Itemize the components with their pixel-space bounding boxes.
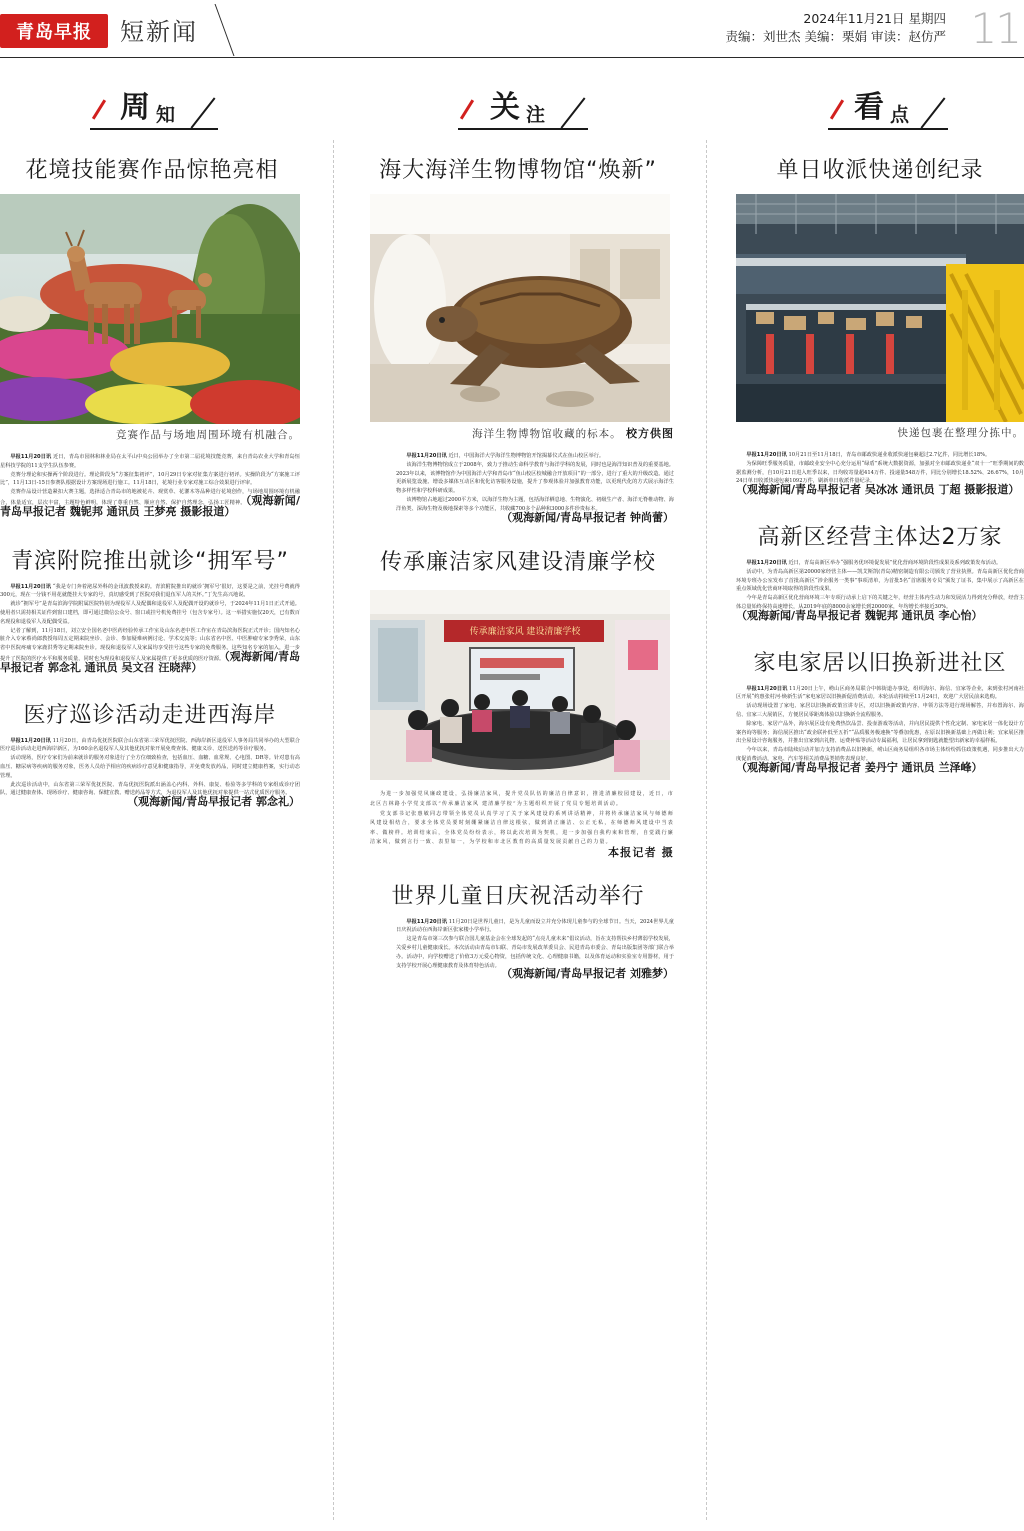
turtle-specimen-image	[370, 194, 670, 422]
column-badge	[736, 60, 1024, 140]
badge-underline	[828, 128, 948, 130]
byline: （观海新闻/青岛早报记者 魏铌邦 通讯员 王梦亮 摄影报道）	[0, 493, 300, 518]
article-photo	[0, 194, 300, 424]
editors-line: 责编：刘世杰 美编：栗娟 审读：赵仿严	[725, 29, 946, 44]
meeting-banner: 传承廉洁家风 建设清廉学校	[469, 627, 581, 638]
article-body	[736, 559, 1024, 623]
paragraph: 今年以来，青岛市陆续启动并加力支持消费品以旧换新，崂山区商务局组织各市场主体纷纷抓住政策机遇，同步推出大力度促消费活动，家电、汽车等相关消费品类销售表现良好。	[736, 747, 1024, 762]
article-title: 传承廉洁家风建设清廉学校	[379, 550, 656, 576]
article-body	[0, 583, 300, 675]
dateline: 早报11月20日讯	[10, 737, 51, 744]
article-clean-school	[362, 548, 674, 857]
article-body	[736, 685, 1024, 775]
paragraph: 活动现场设置了家电、家居以旧换新政策宣讲专区，对以旧换新政策内容、申领方法等进行现场解答，并布置海尔、海信、宜家三大展销区，方便居民零距离体验以旧换新全流程服务。	[736, 703, 1024, 718]
article-title: 花境技能赛作品惊艳亮相	[25, 158, 279, 183]
article-title: 世界儿童日庆祝活动举行	[391, 883, 645, 909]
badge-small-char: 知	[156, 104, 176, 126]
badge-accent	[830, 99, 844, 119]
paragraph: 就诊“拥军号”是青岛滨海学院附属医院特别为现役军人及配偶和退役军人及配偶开设的就诊号，于2024年11月1日正式开通。使用者只需持相关证件到窗口建档，即可通过微信公众号、窗口或挂号机免费挂号（包含专家号）。这一举措实施仅20天，已有数百名现役和退役军人及配偶受益。	[0, 601, 300, 625]
paragraph: 11月20日是世界儿童日，是为儿童而设立并充分体现儿童参与的全球节日。当天，2024世界儿童日庆祝活动在西海岸新区张家楼小学举行。	[396, 918, 674, 934]
paragraph: 为保障旺季服务质量，市邮政业安全中心充分运用“绿盾”系统大数据资源，加强对全市邮政快递业“双十一”旺季期间的数据监测分析，自10月21日进入旺季以来，日均收寄量超414万件、投递量548万件，同比分别增长18.52%、26.67%，10月24日单日收派快递包裹1092万件，刷新单日收派件量纪录。	[736, 460, 1024, 485]
paragraph: 10月21日至11月18日，青岛市邮政快递业收派快递包裹超过2.7亿件，同比增长18%。	[788, 452, 991, 458]
article-title: 家电家居以旧换新进社区	[753, 650, 1007, 676]
column-badge	[362, 60, 674, 140]
byline: （观海新闻/青岛早报记者 刘雅梦）	[501, 967, 674, 981]
parcel-sorting-image	[736, 194, 1024, 422]
paragraph: 竞赛作品设计营造紧扣大赛主题，选择适合青岛市的地被花卉、观赏草、花灌木等品种进行花境创作，与场地周围环境有机融合，体量适宜，层次丰富，主题特色鲜明，体现了尊重自然、顺应自然、保护自然理念，弘扬工匠精神。	[0, 489, 300, 506]
badge-accent	[460, 99, 474, 119]
masthead-info	[726, 10, 946, 46]
badge-underline	[458, 128, 588, 130]
article-appliance	[736, 649, 1024, 775]
paragraph: 该博物馆占地超过2000平方米，以海洋生物为主题，包括海洋栖息地、生物演化、初级生产者、海洋无脊椎动物、海洋鱼类、深海生物及极地探索等多个功能区，共收藏700多个品种和3000多件珍贵标本。	[396, 496, 674, 512]
badge-big-char: 关	[490, 90, 520, 125]
paragraph: 11月20日上午，崂山区商务局联合中韩街道办事处，组织海尔、海信、宜家等企业，来到张村河南社区开展“约惠张村河·焕新生活”家电家居以旧换新促消费活动。本轮活动持续至11月24日，欢迎广大居民前来选购。	[736, 685, 1024, 701]
article-title: 高新区经营主体达2万家	[757, 524, 1003, 550]
section-name: 短新闻	[120, 18, 198, 46]
badge-big-char: 看	[854, 90, 884, 125]
column-right	[736, 60, 1024, 1531]
dateline: 早报11月20日讯	[406, 453, 447, 459]
byline: （观海新闻/青岛早报记者 钟尚蕾）	[501, 510, 674, 524]
column-middle	[362, 60, 674, 1531]
article-body	[362, 452, 674, 522]
column-divider	[706, 140, 707, 1520]
photo-caption: 快递包裹在整理分拣中。	[897, 427, 1024, 439]
dateline: 早报11月20日讯	[406, 918, 448, 925]
paragraph: 除家电、家居产品外，海尔展区设有免费热饮品尝、投壶游戏等活动，并向居民提供个性化定制、家电家居一体化设计方案咨询等服务；海信展区推出“政企联补低至五折”“品质服务极速换”等叠加优惠，在原以旧换新基础上再做让利；宜家展区推出全屋设计咨询服务，并推出宜家到店礼物、运费补贴等活动专属福利，让居民拿到钥匙就能望出新家的幸福样板。	[736, 720, 1024, 745]
article-children-day	[362, 882, 674, 980]
issue-date: 2024年11月21日 星期四	[803, 11, 946, 26]
meeting-room-image	[370, 590, 670, 780]
article-photo	[736, 194, 1024, 422]
masthead	[0, 0, 1024, 58]
column-left	[0, 60, 300, 1531]
badge-big-char: 周	[120, 90, 150, 125]
dateline: 早报11月20日讯	[10, 583, 52, 590]
badge-small-char: 点	[890, 104, 910, 126]
paragraph: 此次巡诊活动中，山东省第三荣军优抚医院、青岛优抚医院派出涵盖心内科、外科、康复、检验等多学科的专家组成诊疗团队，通过健康查体、现场诊疗、健康咨询、保健宣教、赠送药品等方式，为退役军人及其他优抚对象提供一站式优质医疗服务。	[0, 781, 300, 797]
dateline: 早报11月20日讯	[10, 454, 52, 460]
article-body	[736, 451, 1024, 497]
badge-accent	[92, 99, 106, 119]
photo-caption	[362, 426, 674, 442]
newspaper-logo: 青岛早报	[0, 14, 108, 48]
article-medical-tour	[0, 701, 300, 807]
paragraph: “我是专门奔着泌尿外科的金讯波教授来的。青滨附院推出的就诊‘拥军号’很好，这要是之前，光挂号费就得300元，现在一分钱不用花就能挂大专家的号，真切感受到了医院对我们退伍军人的关怀。”丁先生高兴地说。	[0, 583, 300, 599]
caption-text: 海洋生物博物馆收藏的标本。	[472, 428, 622, 440]
paragraph: 近日，中国海洋大学海洋生物博物馆开馆揭幕仪式在鱼山校区举行。	[448, 453, 605, 459]
dateline: 早报11月20日讯	[746, 559, 787, 566]
article-title: 青滨附院推出就诊“拥军号”	[11, 548, 289, 574]
article-high-tech-zone	[736, 523, 1024, 623]
paragraph: 11月20日，由青岛优抚医院联合山东省第三荣军优抚医院、西海岸新区退役军人事务局共同举办的大型联合医疗巡诊活动走进西海岸新区，为160余名退役军人及其他优抚对象开展免费查体、健康义诊、送医送药等诊疗服务。	[0, 737, 300, 753]
paragraph: 今年是青岛高新区优化营商环境三年专项行动承上启下的关键之年，经营主体内生动力和发展活力得到充分释放，经营主体总量始终保持高速增长，从2019年底的8000余家增长到20000家，年均增长率接近30%。	[736, 595, 1024, 610]
dateline: 早报11月20日讯	[746, 452, 787, 458]
article-body	[362, 918, 674, 980]
badge-slash	[191, 97, 216, 128]
paragraph: 近日，青岛高新区举办“强服务优环境促发展”优化营商环境阶段性成果及系列政策发布活动。	[788, 559, 1002, 566]
paragraph: 该海洋生物博物馆成立于2008年，致力于推动生命科学教育与海洋学科的发展，同时也是海洋知识普及的重要基地。2023年以来，该博物馆作为中国海洋大学和青岛市“鱼山校区校城融合开放项目”的一部分，进行了重大的升级改造。通过更新展览设施、增设多媒体互动区和优化访客服务设施，提升了参观体验并加强教育功能，以更现代化的方式展示海洋生物多样性和学校科研成果。	[396, 461, 674, 495]
dateline: 早报11月20日讯	[746, 685, 788, 692]
byline: 本报记者 摄	[607, 845, 674, 859]
byline: （观海新闻/青岛早报记者 吴冰冰 通讯员 丁超 摄影报道）	[736, 483, 1020, 497]
paragraph: 活动中，为青岛高新区第20000家经营主体——凯艾斯凯(青岛)精密制造有限公司颁发了营业执照。青岛高新区优化营商环境专班办公室发布了首批高新区“涉企服务一类事”事项清单，为首批5名“首席服务专员”颁发了证书，集中展示了高新区在重点领域优化营商环境取得的阶段性成果。	[736, 568, 1024, 593]
badge-small-char: 注	[526, 104, 546, 126]
article-body	[0, 453, 300, 519]
caption-credit: 校方供图	[626, 427, 674, 440]
article-hospital	[0, 547, 300, 675]
column-badge	[0, 60, 300, 140]
paragraph: 记者了解到，11月18日，刘立安全国名老中医药经验传承工作室及山东名老中医工作室在青岛滨海医院正式开诊；国内知名心脏介入专家蔡尚郎教授每周五定期来院坐诊、会诊、参加疑难病例讨论、学术交流等；山东省名中医、中医肿瘤专家李秀荣，山东省中医院疼痛专家鹿洪秀等定期来院坐诊。现役和退役军人及家属均享受挂号这些专家的免费服务。这些知名专家的加入，进一步提升了医院的医疗水平和服务质量，同时也为现役和退役军人及家属提供了更多优质的医疗资源。	[0, 627, 300, 662]
paragraph: 为进一步加强党风廉政建设，弘扬廉洁家风，提升党员队伍的廉洁自律意识，推进清廉校园建设，近日，市北区吉林路小学党支部以“传承廉洁家风 建清廉学校”为主题组织开展了党员专题培训活动。	[370, 791, 674, 807]
page-number: 11	[970, 4, 1020, 53]
article-title: 医疗巡诊活动走进西海岸	[23, 702, 277, 728]
article-title: 海大海洋生物博物馆“焕新”	[379, 158, 657, 183]
photo-caption: 竞赛作品与场地周围环境有机融合。	[116, 429, 300, 441]
article-photo	[370, 194, 670, 422]
column-divider	[333, 140, 334, 1520]
badge-slash	[921, 97, 946, 128]
badge-underline	[90, 128, 218, 130]
article-express	[736, 156, 1024, 497]
article-museum	[362, 156, 674, 522]
paragraph: 党支部书记张惠敏同志带领全体党员认真学习了关于家风建设的系列讲话精神，并将传承廉洁家风与师德师风建设相结合，要求全体党员要时刻绷紧廉洁自律这根弦，做到清正廉洁、公正无私，在师德师风建设中当表率、做榜样。培训结束后，全体党员纷纷表示，将以此次培训为契机，进一步加强自我约束和管理，自觉践行廉洁家风，做到言行一致、表里如一，为学校和市北区教育的高质量发展贡献自己的力量。	[370, 810, 674, 846]
paragraph: 近日，青岛市园林和林业局在太平山中央公园举办了全市第二届花境技能竞赛，来自青岛农业大学和青岛恒星科技学院的11支学生队伍参赛。	[0, 454, 300, 469]
article-body	[0, 737, 300, 807]
byline: （观海新闻/青岛早报记者 郭念礼 通讯员 吴文召 汪晓萍）	[0, 649, 300, 674]
badge-slash	[561, 97, 586, 128]
article-flower	[0, 156, 300, 519]
flower-garden-image	[0, 194, 300, 424]
paragraph: 这是青岛市第三次参与联合国儿童基金会在全球发起的“点亮儿童未来”倡议活动，旨在支持帮扶乡村薄弱学校发展，关爱乡村儿童健康成长。本次活动由青岛市妇联、青岛市发展改革委员会、民进青岛市委会、青岛出版集团等部门联合举办。活动中，向学校赠送了价值3万元爱心物资，包括传统文化、心理健康书籍，以及体育运动和实验室专用器材，用于支持学校开展心理健康教育及体育特色活动。	[396, 936, 674, 969]
paragraph: 活动现场，医疗专家们为前来就诊的服务对象进行了全方位细致检查，包括血压、血糖、血常规、心电图、DR等。针对患有高血压、糖尿病等疾病的服务对象，医务人员给予相应的疾病诊疗意见和健康指导，并免费发放药品，同时建立健康档案，实行动态管理。	[0, 755, 300, 779]
paragraph: 竞赛分理论和实操两个阶段进行。理论阶段为“方案征集初评”，10月29日专家对征集方案进行初评。实操阶段为“方案施工评比”，11月13日-15日参赛队根据设计方案现场进行施工。11月18日，花境行业专家对施工综合效果进行评审。	[0, 471, 300, 487]
masthead-divider	[196, 4, 235, 56]
article-photo	[370, 590, 670, 780]
byline: （观海新闻/青岛早报记者 魏铌邦 通讯员 李心怡）	[736, 608, 983, 622]
photo-story	[362, 790, 674, 857]
article-title: 单日收派快递创纪录	[776, 158, 984, 183]
byline: （观海新闻/青岛早报记者 郭念礼）	[127, 795, 300, 809]
byline: （观海新闻/青岛早报记者 姜丹宁 通讯员 兰泽峰）	[736, 760, 983, 774]
